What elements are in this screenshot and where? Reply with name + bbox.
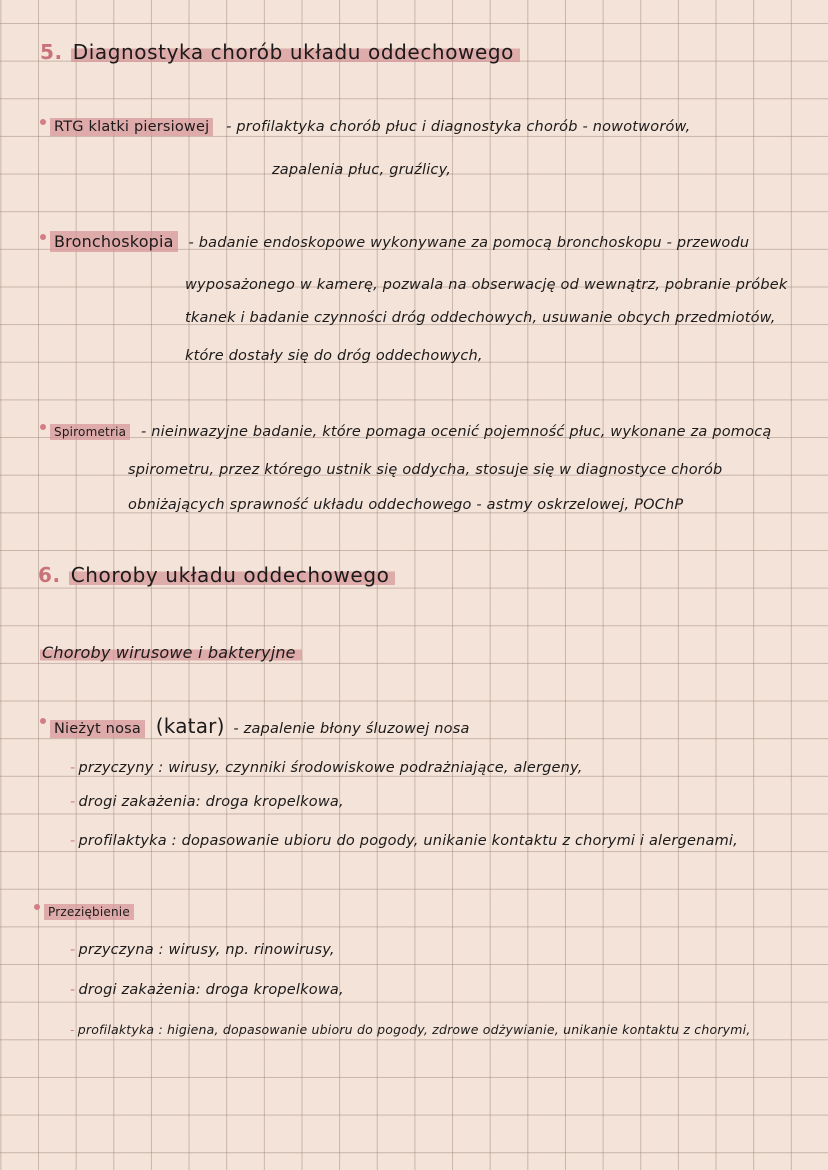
bullet-icon	[40, 718, 46, 724]
section-5-heading	[40, 42, 520, 62]
bullet-icon	[34, 904, 40, 910]
spirometria-term: Spirometria	[50, 424, 130, 440]
bronchoskopia-line-3: tkanek i badanie czynności dróg oddechowych, usuwanie obcych przedmiotów,	[185, 310, 776, 326]
spirometria-line-1: - nieinwazyjne badanie, które pomaga ocenić pojemność płuc, wykonane za pomocą	[141, 424, 772, 440]
przeziebienie-point-3: - profilaktyka : higiena, dopasowanie ubioru do pogody, zdrowe odżywianie, unikanie kontaktu z chorymi,	[70, 1022, 751, 1037]
dash-icon: -	[70, 794, 76, 810]
bullet-icon	[40, 119, 46, 125]
rtg-line-2: zapalenia płuc, gruźlicy,	[272, 162, 452, 178]
rtg-term: RTG klatki piersiowej	[50, 118, 213, 136]
bronchoskopia-line-4: które dostały się do dróg oddechowych,	[185, 348, 483, 364]
bronchoskopia-line-1: - badanie endoskopowe wykonywane za pomocą bronchoskopu - przewodu	[188, 235, 750, 251]
bullet-icon	[40, 234, 46, 240]
niezyt-term: Nieżyt nosa	[50, 720, 145, 738]
section-6-title: Choroby układu oddechowego	[69, 563, 396, 587]
niezyt-desc: - zapalenie błony śluzowej nosa	[233, 721, 470, 737]
spirometria-item	[40, 422, 771, 442]
niezyt-point-1: - przyczyny : wirusy, czynniki środowiskowe podrażniające, alergeny,	[70, 760, 583, 776]
bronchoskopia-term: Bronchoskopia	[50, 231, 178, 252]
spirometria-line-3: obniżających sprawność układu oddechowego - astmy oskrzelowej, POChP	[128, 497, 684, 513]
dash-icon: -	[70, 760, 76, 776]
dash-icon: -	[70, 833, 76, 849]
niezyt-point-3: - profilaktyka : dopasowanie ubioru do pogody, unikanie kontaktu z chorymi i alergenami,	[70, 833, 738, 849]
bronchoskopia-line-2: wyposażonego w kamerę, pozwala na obserwację od wewnątrz, pobranie próbek	[185, 277, 788, 293]
section-5-number: 5.	[40, 40, 63, 64]
niezyt-point-2: - drogi zakażenia: droga kropelkowa,	[70, 794, 344, 810]
section-6-subheading	[40, 643, 302, 663]
dash-icon: -	[70, 1022, 75, 1037]
section-6-number: 6.	[38, 563, 61, 587]
dash-icon: -	[70, 982, 76, 998]
section-5-title: Diagnostyka chorób układu oddechowego	[71, 40, 520, 64]
dash-icon: -	[70, 942, 76, 958]
bullet-icon	[40, 424, 46, 430]
bronchoskopia-item	[40, 232, 749, 253]
przeziebienie-term: Przeziębienie	[44, 904, 134, 920]
przeziebienie-point-1: - przyczyna : wirusy, np. rinowirusy,	[70, 942, 335, 958]
niezyt-item	[40, 716, 470, 739]
niezyt-paren: (katar)	[155, 714, 225, 738]
rtg-line-1: - profilaktyka chorób płuc i diagnostyka chorób - nowotworów,	[226, 119, 691, 135]
spirometria-line-2: spirometru, przez którego ustnik się oddycha, stosuje się w diagnostyce chorób	[128, 462, 723, 478]
przeziebienie-point-2: - drogi zakażenia: droga kropelkowa,	[70, 982, 344, 998]
rtg-item	[40, 117, 691, 137]
section-6-heading	[38, 565, 395, 585]
subheading-text: Choroby wirusowe i bakteryjne	[40, 643, 302, 662]
przeziebienie-item	[34, 902, 134, 922]
